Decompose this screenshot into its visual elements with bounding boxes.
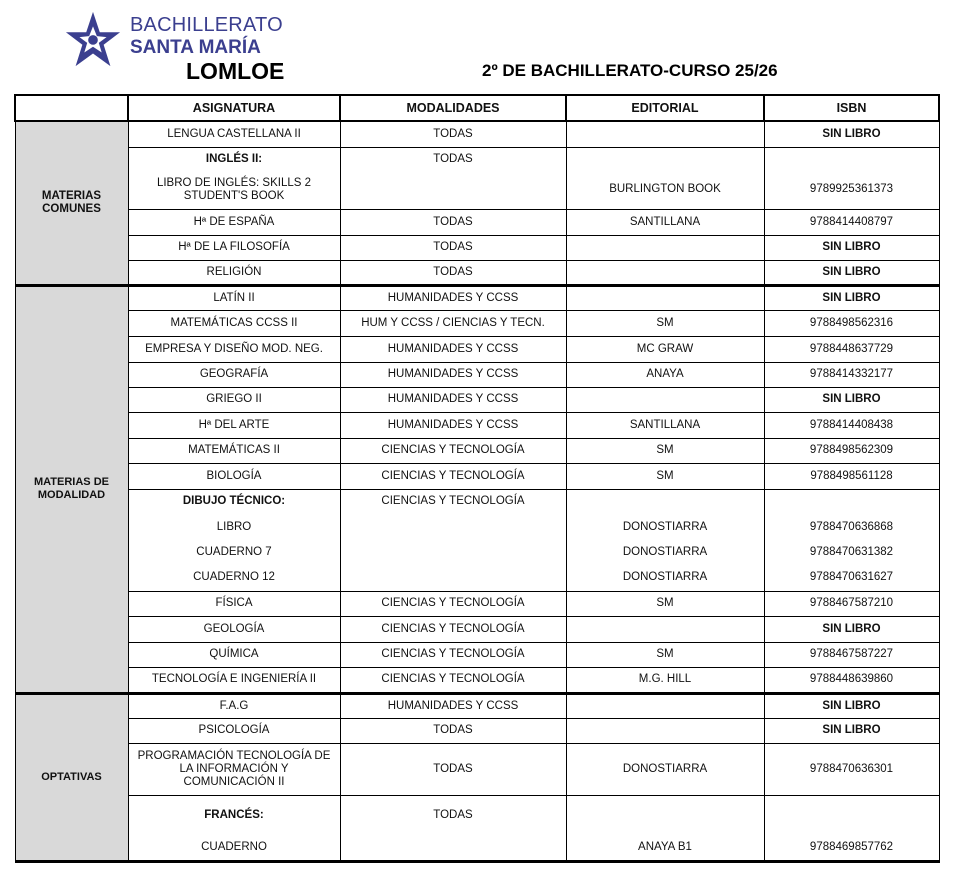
cell-modalidad: CIENCIAS Y TECNOLOGÍA xyxy=(340,438,566,463)
cell-editorial: SM xyxy=(566,591,764,616)
table-row xyxy=(15,540,939,565)
cell-asignatura: FRANCÉS: xyxy=(128,795,340,835)
cell-isbn: SIN LIBRO xyxy=(764,718,939,743)
cell-modalidad: TODAS xyxy=(340,235,566,260)
cell-isbn: 9788470636301 xyxy=(764,743,939,795)
table-row xyxy=(15,718,939,743)
cell-isbn: 9788470631382 xyxy=(764,540,939,565)
cell-isbn: SIN LIBRO xyxy=(764,235,939,260)
cell-isbn xyxy=(764,795,939,835)
cell-editorial: SM xyxy=(566,642,764,667)
cell-asignatura: INGLÉS II: xyxy=(128,147,340,171)
cell-modalidad: HUMANIDADES Y CCSS xyxy=(340,285,566,310)
cell-editorial: SM xyxy=(566,438,764,463)
table-row xyxy=(15,642,939,667)
table-row xyxy=(15,147,939,171)
table-row xyxy=(15,336,939,362)
cell-asignatura: GRIEGO II xyxy=(128,387,340,412)
cell-asignatura: LATÍN II xyxy=(128,285,340,310)
cell-asignatura: CUADERNO 12 xyxy=(128,565,340,591)
table-row xyxy=(15,667,939,693)
table-row xyxy=(15,260,939,285)
cell-isbn: 9788448637729 xyxy=(764,336,939,362)
cell-modalidad: TODAS xyxy=(340,743,566,795)
cell-isbn: 9788467587227 xyxy=(764,642,939,667)
cell-asignatura: CUADERNO 7 xyxy=(128,540,340,565)
cell-editorial xyxy=(566,285,764,310)
cell-editorial: ANAYA B1 xyxy=(566,835,764,861)
header-blank xyxy=(15,95,128,121)
cell-editorial: MC GRAW xyxy=(566,336,764,362)
cell-isbn: SIN LIBRO xyxy=(764,616,939,642)
cell-asignatura: BIOLOGÍA xyxy=(128,463,340,489)
cell-isbn: 9788469857762 xyxy=(764,835,939,861)
header-isbn: ISBN xyxy=(764,95,939,121)
cell-editorial xyxy=(566,121,764,147)
cell-isbn: 9788467587210 xyxy=(764,591,939,616)
cell-asignatura: PSICOLOGÍA xyxy=(128,718,340,743)
brand-name-line2: SANTA MARÍA xyxy=(130,37,261,58)
cell-asignatura: GEOLOGÍA xyxy=(128,616,340,642)
cell-editorial: SANTILLANA xyxy=(566,412,764,438)
cell-asignatura: MATEMÁTICAS II xyxy=(128,438,340,463)
cell-editorial xyxy=(566,693,764,718)
table-row xyxy=(15,463,939,489)
cell-modalidad xyxy=(340,540,566,565)
cell-isbn: 9788470636868 xyxy=(764,514,939,540)
cell-asignatura: PROGRAMACIÓN TECNOLOGÍA DE LA INFORMACIÓN Y COMUNICACIÓN II xyxy=(128,743,340,795)
table-row xyxy=(15,743,939,795)
table-row xyxy=(15,616,939,642)
table-row xyxy=(15,310,939,336)
table-row xyxy=(15,565,939,591)
table-row xyxy=(15,235,939,260)
cell-isbn: 9788498561128 xyxy=(764,463,939,489)
cell-asignatura: Hª DEL ARTE xyxy=(128,412,340,438)
cell-modalidad xyxy=(340,835,566,861)
cell-isbn: SIN LIBRO xyxy=(764,693,939,718)
cell-modalidad: HUM Y CCSS / CIENCIAS Y TECN. xyxy=(340,310,566,336)
cell-asignatura: QUÍMICA xyxy=(128,642,340,667)
cell-modalidad xyxy=(340,514,566,540)
cell-asignatura: LIBRO DE INGLÉS: SKILLS 2 STUDENT'S BOOK xyxy=(128,171,340,209)
table-row xyxy=(15,171,939,209)
cell-asignatura: DIBUJO TÉCNICO: xyxy=(128,489,340,514)
table-row xyxy=(15,693,939,718)
cell-modalidad: TODAS xyxy=(340,209,566,235)
cell-modalidad: CIENCIAS Y TECNOLOGÍA xyxy=(340,591,566,616)
cell-editorial: SM xyxy=(566,463,764,489)
cell-isbn: 9788498562309 xyxy=(764,438,939,463)
cell-asignatura: CUADERNO xyxy=(128,835,340,861)
cell-modalidad xyxy=(340,565,566,591)
cell-editorial: BURLINGTON BOOK xyxy=(566,171,764,209)
cell-asignatura: GEOGRAFÍA xyxy=(128,362,340,387)
cell-isbn: SIN LIBRO xyxy=(764,285,939,310)
cell-modalidad: TODAS xyxy=(340,147,566,171)
cell-editorial xyxy=(566,616,764,642)
table-row xyxy=(15,591,939,616)
cell-modalidad: HUMANIDADES Y CCSS xyxy=(340,693,566,718)
cell-modalidad: CIENCIAS Y TECNOLOGÍA xyxy=(340,463,566,489)
cell-editorial xyxy=(566,718,764,743)
header-modalidades: MODALIDADES xyxy=(340,95,566,121)
category-materias-comunes: MATERIAS COMUNES xyxy=(15,121,128,285)
cell-isbn xyxy=(764,147,939,171)
cell-asignatura: EMPRESA Y DISEÑO MOD. NEG. xyxy=(128,336,340,362)
cell-modalidad: HUMANIDADES Y CCSS xyxy=(340,336,566,362)
brand-name-line1: BACHILLERATO xyxy=(130,14,283,36)
table-row xyxy=(15,835,939,861)
cell-asignatura: Hª DE LA FILOSOFÍA xyxy=(128,235,340,260)
cell-modalidad: HUMANIDADES Y CCSS xyxy=(340,362,566,387)
cell-isbn: 9788498562316 xyxy=(764,310,939,336)
cell-isbn: 9788448639860 xyxy=(764,667,939,693)
cell-editorial xyxy=(566,235,764,260)
cell-modalidad: TODAS xyxy=(340,718,566,743)
category-materias-de-modalidad: MATERIAS DE MODALIDAD xyxy=(15,285,128,693)
category-optativas: OPTATIVAS xyxy=(15,693,128,861)
cell-modalidad: TODAS xyxy=(340,260,566,285)
book-list-table xyxy=(14,94,940,863)
cell-asignatura: FÍSICA xyxy=(128,591,340,616)
cell-modalidad: HUMANIDADES Y CCSS xyxy=(340,387,566,412)
cell-modalidad: HUMANIDADES Y CCSS xyxy=(340,412,566,438)
cell-modalidad: CIENCIAS Y TECNOLOGÍA xyxy=(340,616,566,642)
cell-isbn xyxy=(764,489,939,514)
cell-modalidad: CIENCIAS Y TECNOLOGÍA xyxy=(340,642,566,667)
cell-editorial xyxy=(566,260,764,285)
cell-editorial xyxy=(566,147,764,171)
cell-editorial: SM xyxy=(566,310,764,336)
lomloe-label: LOMLOE xyxy=(186,58,285,84)
cell-editorial: M.G. HILL xyxy=(566,667,764,693)
cell-isbn: 9789925361373 xyxy=(764,171,939,209)
cell-isbn: SIN LIBRO xyxy=(764,387,939,412)
cell-asignatura: TECNOLOGÍA E INGENIERÍA II xyxy=(128,667,340,693)
cell-isbn: 9788414408797 xyxy=(764,209,939,235)
cell-isbn: 9788414332177 xyxy=(764,362,939,387)
cell-asignatura: RELIGIÓN xyxy=(128,260,340,285)
page-title: 2º DE BACHILLERATO-CURSO 25/26 xyxy=(482,61,778,80)
header-editorial: EDITORIAL xyxy=(566,95,764,121)
cell-modalidad: CIENCIAS Y TECNOLOGÍA xyxy=(340,489,566,514)
header-asignatura: ASIGNATURA xyxy=(128,95,340,121)
cell-isbn: 9788470631627 xyxy=(764,565,939,591)
cell-asignatura: LENGUA CASTELLANA II xyxy=(128,121,340,147)
table-row xyxy=(15,121,939,147)
cell-asignatura: LIBRO xyxy=(128,514,340,540)
cell-editorial: DONOSTIARRA xyxy=(566,540,764,565)
cell-isbn: SIN LIBRO xyxy=(764,260,939,285)
cell-editorial: DONOSTIARRA xyxy=(566,743,764,795)
cell-editorial xyxy=(566,795,764,835)
cell-editorial xyxy=(566,489,764,514)
table-row xyxy=(15,285,939,310)
table-row xyxy=(15,795,939,835)
table-row xyxy=(15,362,939,387)
cell-isbn: SIN LIBRO xyxy=(764,121,939,147)
cell-modalidad: CIENCIAS Y TECNOLOGÍA xyxy=(340,667,566,693)
table-row xyxy=(15,412,939,438)
table-header-row xyxy=(15,95,939,121)
cell-editorial: ANAYA xyxy=(566,362,764,387)
cell-editorial: SANTILLANA xyxy=(566,209,764,235)
table-row xyxy=(15,387,939,412)
cell-asignatura: Hª DE ESPAÑA xyxy=(128,209,340,235)
cell-modalidad xyxy=(340,171,566,209)
table-row xyxy=(15,514,939,540)
cell-editorial xyxy=(566,387,764,412)
cell-isbn: 9788414408438 xyxy=(764,412,939,438)
cell-asignatura: MATEMÁTICAS CCSS II xyxy=(128,310,340,336)
table-row xyxy=(15,489,939,514)
cell-editorial: DONOSTIARRA xyxy=(566,565,764,591)
cell-editorial: DONOSTIARRA xyxy=(566,514,764,540)
table-row xyxy=(15,438,939,463)
table-row xyxy=(15,209,939,235)
cell-modalidad: TODAS xyxy=(340,795,566,835)
cell-asignatura: F.A.G xyxy=(128,693,340,718)
cell-modalidad: TODAS xyxy=(340,121,566,147)
school-logo-icon xyxy=(64,10,122,68)
